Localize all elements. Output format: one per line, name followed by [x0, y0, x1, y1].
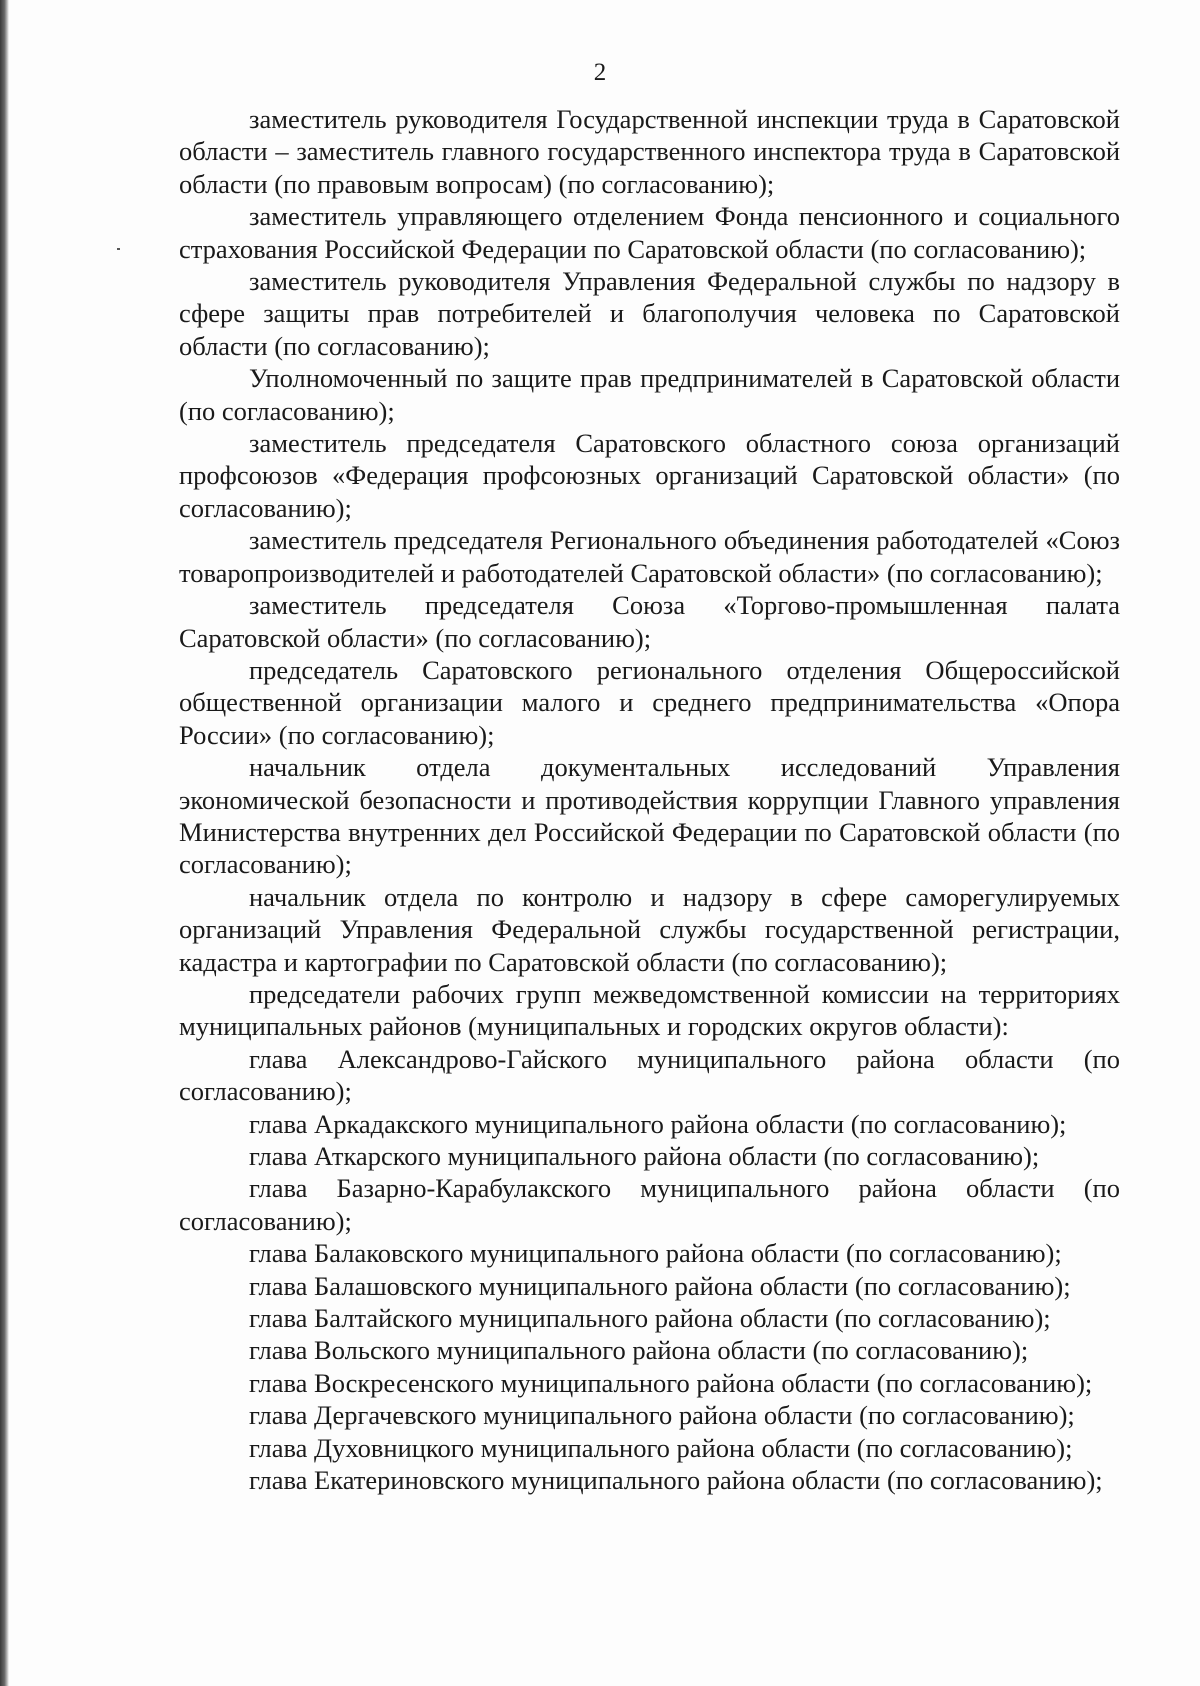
list-item: глава Вольского муниципального района области (по согласованию); [249, 1335, 1029, 1366]
list-item: глава Балаковского муниципального района области (по согласованию); [249, 1238, 1062, 1269]
scan-speck [117, 248, 120, 250]
paragraph: начальник отдела по контролю и надзору в сфере саморегулируемых организаций Управления Федеральной службы государственной регистрации, кадастра и картографии по Саратовской области (по согласованию); [179, 881, 1120, 977]
paragraph: председатель Саратовского регионального отделения Общероссийской общественной организации малого и среднего предпринимательства «Опора России» (по согласованию); [179, 654, 1120, 750]
scan-edge-shadow [0, 0, 9, 1686]
document-body [179, 103, 1120, 1496]
list-item: глава Екатериновского муниципального района области (по согласованию); [249, 1465, 1103, 1496]
list-item: глава Балашовского муниципального района области (по согласованию); [249, 1270, 1071, 1301]
paragraph: Уполномоченный по защите прав предпринимателей в Саратовской области (по согласованию); [179, 363, 1120, 426]
paragraph: заместитель руководителя Государственной инспекции труда в Саратовской области – заместитель главного государственного инспектора труда в Саратовской области (по правовым вопросам) (по согласованию); [179, 104, 1120, 199]
paragraph: заместитель руководителя Управления Федеральной службы по надзору в сфере защиты прав потребителей и благополучия человека по Саратовской области (по согласованию); [179, 266, 1120, 361]
page-number: 2 [593, 59, 607, 86]
list-item: глава Аткарского муниципального района области (по согласованию); [249, 1141, 1040, 1171]
paragraph: глава Базарно-Карабулакского муниципального района области (по согласованию); [179, 1173, 1120, 1236]
list-item: глава Аркадакского муниципального района области (по согласованию); [249, 1108, 1067, 1139]
paragraph: заместитель председателя Союза «Торгово-промышленная палата Саратовской области» (по согласованию); [179, 590, 1120, 653]
paragraph: заместитель управляющего отделением Фонда пенсионного и социального страхования Российской Федерации по Саратовской области (по согласованию); [179, 201, 1120, 264]
paragraph: председатели рабочих групп межведомственной комиссии на территориях муниципальных районов (муниципальных и городских округов области): [179, 978, 1120, 1042]
list-item: глава Балтайского муниципального района области (по согласованию); [249, 1303, 1051, 1334]
list-item: глава Дергачевского муниципального района области (по согласованию); [249, 1400, 1075, 1431]
list-item: глава Воскресенского муниципального района области (по согласованию); [249, 1367, 1093, 1398]
list-item: глава Духовницкого муниципального района области (по согласованию); [249, 1432, 1073, 1463]
paragraph: заместитель председателя Саратовского областного союза организаций профсоюзов «Федерация профсоюзных организаций Саратовской области» (по согласованию); [179, 428, 1120, 523]
paragraph: начальник отдела документальных исследований Управления экономической безопасности и противодействия коррупции Главного управления Министерства внутренних дел Российской Федерации по Саратовской области (по согласованию); [179, 752, 1120, 880]
paragraph: глава Александрово-Гайского муниципального района области (по согласованию); [179, 1043, 1120, 1107]
paragraph: заместитель председателя Регионального объединения работодателей «Союз товаропроизводителей и работодателей Саратовской области» (по согласованию); [179, 525, 1120, 588]
